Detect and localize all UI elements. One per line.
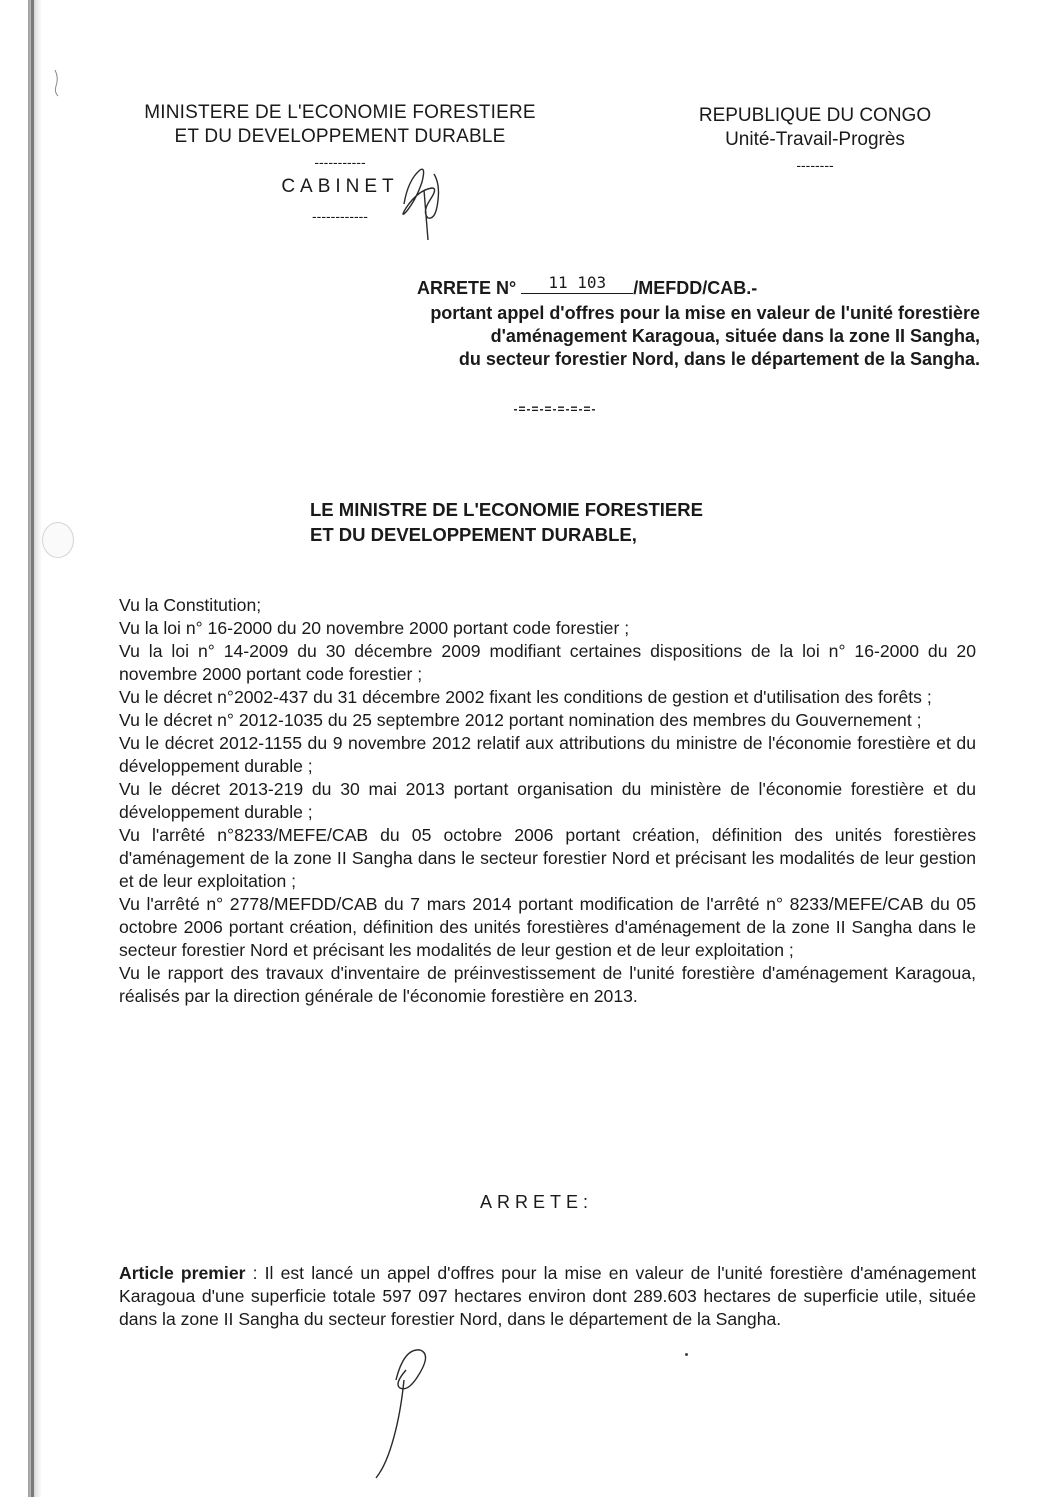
- cabinet-label: CABINET: [281, 176, 399, 197]
- article-label: Article premier: [119, 1263, 246, 1283]
- visa-item: Vu le décret 2013-219 du 30 mai 2013 portant organisation du ministère de l'économie forestière et du développement durable ;: [119, 779, 976, 822]
- arrete-number-line: [417, 273, 758, 300]
- initials-signature: [386, 160, 456, 242]
- title-line-3: du secteur forestier Nord, dans le département de la Sangha.: [458, 349, 980, 369]
- scan-edge-line: [31, 0, 34, 1497]
- ministry-name-line1: MINISTERE DE L'ECONOMIE FORESTIERE: [144, 102, 536, 123]
- header-dash-bottom: ------------: [312, 208, 368, 224]
- title-line-2: d'aménagement Karagoua, située dans la zone II Sangha,: [490, 326, 980, 346]
- paraph-signature: [360, 1340, 440, 1480]
- title-separator: -=-=-=-=-=-=-: [513, 402, 597, 416]
- visa-item: Vu le rapport des travaux d'inventaire de préinvestissement de l'unité forestière d'aménagement Karagoua, réalisés par la direction générale de l'économie forestière en 2013.: [119, 963, 976, 1006]
- republic-motto: Unité-Travail-Progrès: [725, 129, 905, 150]
- arrete-suffix: /MEFDD/CAB.-: [633, 278, 758, 298]
- visa-item: Vu le décret n° 2012-1035 du 25 septembre 2012 portant nomination des membres du Gouvernement ;: [119, 710, 922, 730]
- visa-item: Vu l'arrêté n°8233/MEFE/CAB du 05 octobre 2006 portant création, définition des unités forestières d'aménagement de la zone II Sangha dans le secteur forestier Nord et précisant les modalités de leur gestion et de leur exploitation ;: [119, 825, 976, 891]
- visa-item: Vu le décret 2012-1155 du 9 novembre 2012 relatif aux attributions du ministre de l'économie forestière et du développement durable ;: [119, 733, 976, 776]
- arrete-number-value: 11 103: [521, 273, 633, 294]
- republic-header: [670, 104, 960, 172]
- scan-artifact-mark: [52, 68, 62, 98]
- visa-item: Vu l'arrêté n° 2778/MEFDD/CAB du 7 mars 2014 portant modification de l'arrêté n° 8233/MEFE/CAB du 05 octobre 2006 portant création, définition des unités forestières d'aménagement de la zone II Sangha dans le secteur forestier Nord et précisant les modalités de leur gestion et de leur exploitation ;: [119, 894, 976, 960]
- republic-dash: --------: [796, 157, 834, 173]
- arrete-heading: ARRETE:: [480, 1192, 594, 1212]
- arrete-prefix: ARRETE N°: [417, 278, 517, 298]
- minister-heading: [310, 497, 703, 547]
- article-premier: [119, 1262, 976, 1331]
- visa-item: Vu le décret n°2002-437 du 31 décembre 2002 fixant les conditions de gestion et d'utilisation des forêts ;: [119, 687, 932, 707]
- minister-line2: ET DU DEVELOPPEMENT DURABLE,: [310, 524, 637, 545]
- visa-item: Vu la loi n° 16-2000 du 20 novembre 2000 portant code forestier ;: [119, 618, 630, 638]
- visa-item: Vu la Constitution;: [119, 595, 262, 615]
- minister-line1: LE MINISTRE DE L'ECONOMIE FORESTIERE: [310, 499, 703, 520]
- ministry-name-line2: ET DU DEVELOPPEMENT DURABLE: [174, 126, 506, 147]
- article-text: : Il est lancé un appel d'offres pour la mise en valeur de l'unité forestière d'aménagement Karagoua d'une superficie totale 597 097 hectares environ dont 289.603 hectares de superficie utile, située dans la zone II Sangha du secteur forestier Nord, dans le département de la Sangha.: [119, 1263, 976, 1329]
- scan-speck: [685, 1353, 688, 1356]
- title-line-1: portant appel d'offres pour la mise en valeur de l'unité forestière: [430, 303, 980, 323]
- header-dash-top: -----------: [314, 154, 366, 170]
- republic-name: REPUBLIQUE DU CONGO: [698, 105, 932, 126]
- punch-hole-mark: [42, 522, 74, 558]
- visas-list: [119, 594, 976, 1008]
- visa-item: Vu la loi n° 14-2009 du 30 décembre 2009 modifiant certaines dispositions de la loi n° 16-2000 du 20 novembre 2000 portant code forestier ;: [119, 641, 976, 684]
- ministry-header: [110, 101, 570, 223]
- arrete-title: [300, 302, 980, 371]
